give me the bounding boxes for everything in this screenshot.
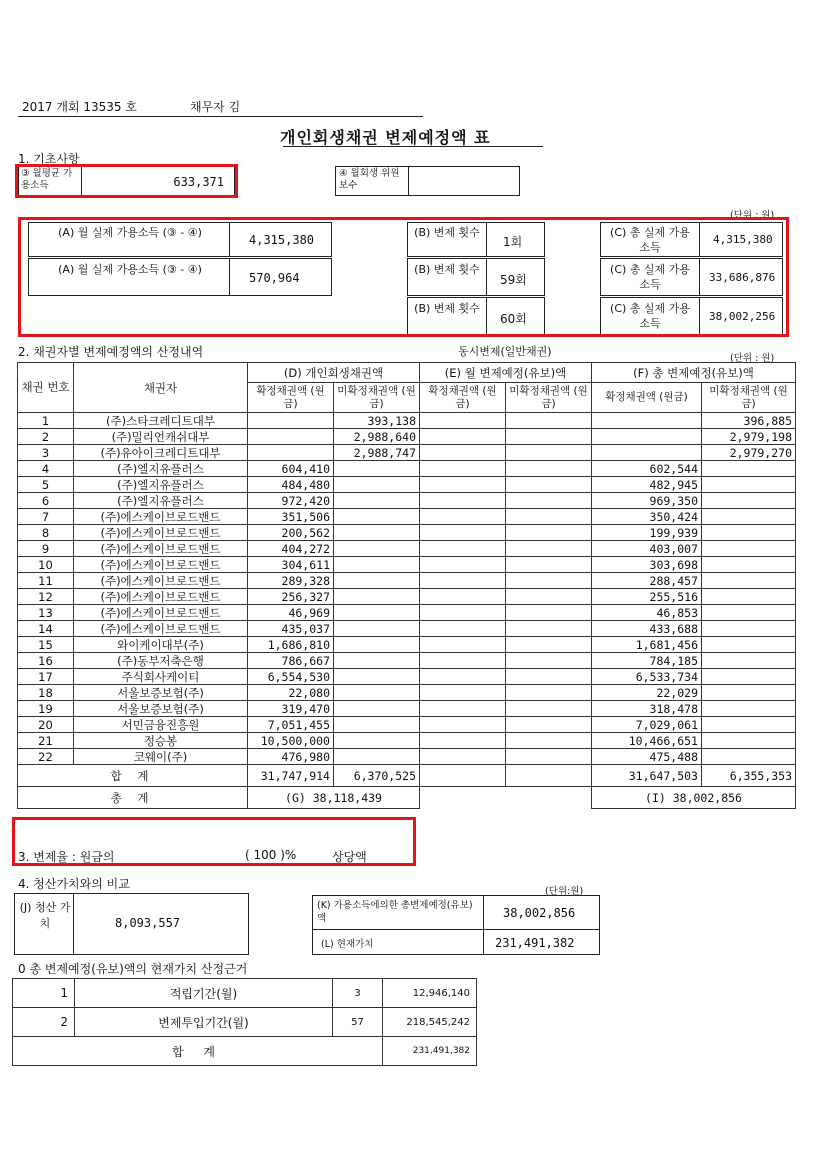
f-unconfirmed <box>702 573 796 589</box>
section2-heading: 2. 채권자별 변제예정액의 산정내역 <box>18 345 204 359</box>
creditor-name: (주)에스케이브로드밴드 <box>74 605 248 621</box>
c-label-2: (C) 총 실제 가용소득 <box>610 263 690 291</box>
l-label: (L) 현재가치 <box>321 939 374 950</box>
row-no: 4 <box>18 461 74 477</box>
creditor-table <box>17 362 796 809</box>
d-confirmed: 435,037 <box>248 621 334 637</box>
f-confirmed: 969,350 <box>592 493 702 509</box>
row-no: 6 <box>18 493 74 509</box>
d-confirmed: 256,327 <box>248 589 334 605</box>
f-unconfirmed <box>702 685 796 701</box>
e-unconfirmed <box>506 429 592 445</box>
creditor-name: 서민금융진흥원 <box>74 717 248 733</box>
e-confirmed <box>420 621 506 637</box>
f-unconfirmed: 396,885 <box>702 413 796 429</box>
c-value-3: 38,002,256 <box>709 310 776 323</box>
e-unconfirmed <box>506 445 592 461</box>
d-unconfirmed <box>334 717 420 733</box>
col-header-e-unconfirmed: 미확정채권액 (원금) <box>506 383 592 413</box>
f-unconfirmed <box>702 493 796 509</box>
e-confirmed <box>420 509 506 525</box>
sum-d2: 6,370,525 <box>334 765 420 787</box>
f-unconfirmed <box>702 477 796 493</box>
d-unconfirmed <box>334 541 420 557</box>
table-row <box>18 749 796 765</box>
e-unconfirmed <box>506 461 592 477</box>
e-unconfirmed <box>506 557 592 573</box>
c-label-1: (C) 총 실제 가용소득 <box>610 226 690 254</box>
f-confirmed: 1,681,456 <box>592 637 702 653</box>
creditor-name: (주)에스케이브로드밴드 <box>74 573 248 589</box>
f-unconfirmed <box>702 749 796 765</box>
d-unconfirmed: 2,988,640 <box>334 429 420 445</box>
d-unconfirmed <box>334 461 420 477</box>
row-no: 14 <box>18 621 74 637</box>
col-header-no: 채권 번호 <box>18 363 74 413</box>
k-label: (K) 가용소득에의한 총변제예정(유보)액 <box>317 900 473 924</box>
highlight-box-2 <box>18 217 789 337</box>
f-confirmed: 602,544 <box>592 461 702 477</box>
d-confirmed: 404,272 <box>248 541 334 557</box>
table-row <box>18 573 796 589</box>
f-unconfirmed: 2,979,198 <box>702 429 796 445</box>
creditor-name: 코웨이(주) <box>74 749 248 765</box>
f-confirmed <box>592 413 702 429</box>
table-row <box>18 589 796 605</box>
e-unconfirmed <box>506 589 592 605</box>
col-header-e-confirmed: 확정채권액 (원금) <box>420 383 506 413</box>
e-unconfirmed <box>506 605 592 621</box>
c-label-3: (C) 총 실제 가용소득 <box>610 302 690 330</box>
e-confirmed <box>420 557 506 573</box>
header-rule <box>18 116 423 117</box>
row-no: 9 <box>18 541 74 557</box>
row-no: 13 <box>18 605 74 621</box>
d-confirmed: 7,051,455 <box>248 717 334 733</box>
table-row <box>18 557 796 573</box>
a-value-2: 570,964 <box>249 271 300 285</box>
b-label-2: (B) 변제 횟수 <box>414 263 480 276</box>
table-row <box>18 509 796 525</box>
table-row <box>18 637 796 653</box>
e-unconfirmed <box>506 701 592 717</box>
creditor-name: (주)에스케이브로드밴드 <box>74 621 248 637</box>
avg-income-label: ③ 월평균 가용소득 <box>21 168 73 191</box>
d-confirmed <box>248 429 334 445</box>
f-unconfirmed <box>702 589 796 605</box>
e-unconfirmed <box>506 477 592 493</box>
d-confirmed: 200,562 <box>248 525 334 541</box>
d-confirmed: 604,410 <box>248 461 334 477</box>
pv-row-1-no: 1 <box>13 979 75 1008</box>
f-confirmed: 403,007 <box>592 541 702 557</box>
d-confirmed: 289,328 <box>248 573 334 589</box>
table-row <box>18 493 796 509</box>
creditor-name: (주)에스케이브로드밴드 <box>74 509 248 525</box>
divider <box>483 896 484 954</box>
f-confirmed: 6,533,734 <box>592 669 702 685</box>
avg-income-value: 633,371 <box>173 175 224 189</box>
table-row <box>18 413 796 429</box>
row-no: 18 <box>18 685 74 701</box>
creditor-name: 와이케이대부(주) <box>74 637 248 653</box>
d-unconfirmed <box>334 733 420 749</box>
e-unconfirmed <box>506 669 592 685</box>
d-confirmed: 972,420 <box>248 493 334 509</box>
table-row <box>18 621 796 637</box>
table-row <box>18 669 796 685</box>
e-confirmed <box>420 669 506 685</box>
d-unconfirmed <box>334 653 420 669</box>
section3-percent: ( 100 )% <box>245 848 297 862</box>
e-confirmed <box>420 605 506 621</box>
d-unconfirmed <box>334 605 420 621</box>
creditor-name: (주)밀리언캐쉬대부 <box>74 429 248 445</box>
f-confirmed: 482,945 <box>592 477 702 493</box>
e-confirmed <box>420 525 506 541</box>
pv-row-2-label: 변제투입기간(월) <box>75 1008 333 1037</box>
case-number: 2017 개회 13535 호 <box>22 100 137 114</box>
f-unconfirmed <box>702 525 796 541</box>
row-no: 15 <box>18 637 74 653</box>
f-confirmed: 475,488 <box>592 749 702 765</box>
d-confirmed: 46,969 <box>248 605 334 621</box>
d-confirmed: 484,480 <box>248 477 334 493</box>
d-unconfirmed <box>334 573 420 589</box>
row-no: 11 <box>18 573 74 589</box>
d-confirmed: 476,980 <box>248 749 334 765</box>
creditor-name: 서울보증보험(주) <box>74 685 248 701</box>
e-unconfirmed <box>506 525 592 541</box>
col-header-d-confirmed: 확정채권액 (원금) <box>248 383 334 413</box>
creditor-name: (주)에스케이브로드밴드 <box>74 525 248 541</box>
sum-e2 <box>506 765 592 787</box>
f-unconfirmed <box>702 541 796 557</box>
section5-heading: 0 총 변제예정(유보)액의 현재가치 산정근거 <box>18 962 248 976</box>
pv-row-1-label: 적립기간(월) <box>75 979 333 1008</box>
e-unconfirmed <box>506 733 592 749</box>
d-unconfirmed <box>334 621 420 637</box>
row-no: 8 <box>18 525 74 541</box>
total-i: (I) 38,002,856 <box>592 787 796 809</box>
e-confirmed <box>420 653 506 669</box>
row-no: 5 <box>18 477 74 493</box>
e-unconfirmed <box>506 413 592 429</box>
section4-heading: 4. 청산가치와의 비교 <box>18 877 130 891</box>
e-confirmed <box>420 685 506 701</box>
f-confirmed: 7,029,061 <box>592 717 702 733</box>
comparison-box <box>312 895 600 955</box>
unit-label-3: (단위:원) <box>545 886 584 897</box>
pv-row-2-n: 57 <box>333 1008 383 1037</box>
divider <box>408 167 409 195</box>
b-value-3: 60회 <box>500 312 527 326</box>
f-confirmed: 22,029 <box>592 685 702 701</box>
creditor-name: (주)엘지유플러스 <box>74 477 248 493</box>
f-confirmed: 199,939 <box>592 525 702 541</box>
b-value-2: 59회 <box>500 273 527 287</box>
e-confirmed <box>420 717 506 733</box>
l-value: 231,491,382 <box>495 936 575 950</box>
e-confirmed <box>420 573 506 589</box>
f-confirmed: 255,516 <box>592 589 702 605</box>
d-unconfirmed <box>334 749 420 765</box>
f-confirmed: 784,185 <box>592 653 702 669</box>
f-unconfirmed <box>702 717 796 733</box>
row-no: 16 <box>18 653 74 669</box>
a-label-2: (A) 월 실제 가용소득 (③ - ④) <box>58 263 202 276</box>
c-value-1: 4,315,380 <box>713 233 773 246</box>
d-confirmed <box>248 413 334 429</box>
d-unconfirmed: 393,138 <box>334 413 420 429</box>
title-underline <box>283 146 543 147</box>
section3-tail: 상당액 <box>332 850 367 864</box>
col-header-d: (D) 개인회생채권액 <box>248 363 420 383</box>
col-header-f-confirmed: 확정채권액 (원금) <box>592 383 702 413</box>
f-unconfirmed <box>702 509 796 525</box>
table-row <box>18 685 796 701</box>
table-row <box>18 477 796 493</box>
d-unconfirmed <box>334 509 420 525</box>
d-confirmed: 351,506 <box>248 509 334 525</box>
f-confirmed: 46,853 <box>592 605 702 621</box>
divider <box>313 929 599 930</box>
f-unconfirmed <box>702 653 796 669</box>
section1-heading: 1. 기초사항 <box>18 152 80 166</box>
f-unconfirmed <box>702 605 796 621</box>
e-confirmed <box>420 637 506 653</box>
pv-row-2-no: 2 <box>13 1008 75 1037</box>
d-confirmed: 6,554,530 <box>248 669 334 685</box>
f-unconfirmed <box>702 621 796 637</box>
sum-e1 <box>420 765 506 787</box>
section3-text: 3. 변제율 : 원금의 <box>18 850 115 864</box>
pv-row-1-n: 3 <box>333 979 383 1008</box>
table-row <box>18 461 796 477</box>
col-header-e: (E) 월 변제예정(유보)액 <box>420 363 592 383</box>
d-unconfirmed <box>334 557 420 573</box>
f-unconfirmed <box>702 733 796 749</box>
pv-sum-label: 합 계 <box>13 1037 383 1066</box>
row-no: 10 <box>18 557 74 573</box>
f-confirmed: 350,424 <box>592 509 702 525</box>
unit-label-2: (단위 : 원) <box>730 353 775 364</box>
liquidation-label: (J) 청산 가치 <box>19 901 71 930</box>
total-gap <box>420 787 592 809</box>
sum-f1: 31,647,503 <box>592 765 702 787</box>
pv-row-1-value: 12,946,140 <box>383 979 477 1008</box>
e-confirmed <box>420 477 506 493</box>
col-header-creditor: 채권자 <box>74 363 248 413</box>
f-confirmed: 288,457 <box>592 573 702 589</box>
f-unconfirmed <box>702 669 796 685</box>
table-row <box>18 445 796 461</box>
d-confirmed: 1,686,810 <box>248 637 334 653</box>
e-unconfirmed <box>506 749 592 765</box>
e-unconfirmed <box>506 621 592 637</box>
highlight-box-1 <box>15 164 238 198</box>
d-confirmed: 786,667 <box>248 653 334 669</box>
creditor-name: 주식회사케이티 <box>74 669 248 685</box>
total-label: 총 계 <box>18 787 248 809</box>
pv-sum-value: 231,491,382 <box>383 1037 477 1066</box>
liquidation-box <box>14 893 249 955</box>
row-no: 2 <box>18 429 74 445</box>
debtor-label: 채무자 김 <box>190 100 241 114</box>
page-title: 개인회생채권 변제예정액 표 <box>280 128 491 147</box>
row-no: 1 <box>18 413 74 429</box>
section2-subheading: 동시변제(일반채권) <box>458 345 552 358</box>
liquidation-value: 8,093,557 <box>115 916 181 930</box>
b-value-1: 1회 <box>503 235 523 249</box>
creditor-name: 서울보증보험(주) <box>74 701 248 717</box>
f-confirmed: 10,466,651 <box>592 733 702 749</box>
d-confirmed <box>248 445 334 461</box>
table-row <box>18 429 796 445</box>
col-header-f: (F) 총 변제예정(유보)액 <box>592 363 796 383</box>
pv-row-2-value: 218,545,242 <box>383 1008 477 1037</box>
f-unconfirmed <box>702 637 796 653</box>
table-row <box>18 717 796 733</box>
e-confirmed <box>420 541 506 557</box>
d-unconfirmed <box>334 477 420 493</box>
f-confirmed: 318,478 <box>592 701 702 717</box>
f-confirmed <box>592 445 702 461</box>
creditor-name: (주)스타크레디트대부 <box>74 413 248 429</box>
e-confirmed <box>420 749 506 765</box>
e-confirmed <box>420 445 506 461</box>
table-row <box>18 733 796 749</box>
row-no: 12 <box>18 589 74 605</box>
creditor-name: (주)엘지유플러스 <box>74 493 248 509</box>
c-value-2: 33,686,876 <box>709 271 776 284</box>
divider <box>73 894 74 954</box>
creditor-name: (주)동부저축은행 <box>74 653 248 669</box>
e-unconfirmed <box>506 509 592 525</box>
row-no: 3 <box>18 445 74 461</box>
d-unconfirmed <box>334 669 420 685</box>
e-confirmed <box>420 461 506 477</box>
e-confirmed <box>420 733 506 749</box>
table-row <box>18 525 796 541</box>
e-unconfirmed <box>506 653 592 669</box>
d-confirmed: 22,080 <box>248 685 334 701</box>
row-no: 20 <box>18 717 74 733</box>
f-confirmed <box>592 429 702 445</box>
e-unconfirmed <box>506 717 592 733</box>
highlight-box-3 <box>12 817 416 866</box>
creditor-name: (주)유아이크레디트대부 <box>74 445 248 461</box>
f-unconfirmed <box>702 557 796 573</box>
e-confirmed <box>420 701 506 717</box>
e-unconfirmed <box>506 637 592 653</box>
total-g: (G) 38,118,439 <box>248 787 420 809</box>
table-row <box>18 541 796 557</box>
d-unconfirmed <box>334 637 420 653</box>
d-unconfirmed <box>334 525 420 541</box>
a-label-1: (A) 월 실제 가용소득 (③ - ④) <box>58 226 202 239</box>
sum-label: 합 계 <box>18 765 248 787</box>
d-confirmed: 304,611 <box>248 557 334 573</box>
k-value: 38,002,856 <box>503 906 576 920</box>
a-value-1: 4,315,380 <box>249 233 315 247</box>
creditor-name: (주)에스케이브로드밴드 <box>74 557 248 573</box>
creditor-name: (주)엘지유플러스 <box>74 461 248 477</box>
e-confirmed <box>420 413 506 429</box>
e-confirmed <box>420 589 506 605</box>
row-no: 19 <box>18 701 74 717</box>
b-label-3: (B) 변제 횟수 <box>414 302 480 315</box>
row-no: 22 <box>18 749 74 765</box>
f-unconfirmed <box>702 701 796 717</box>
f-confirmed: 433,688 <box>592 621 702 637</box>
row-no: 17 <box>18 669 74 685</box>
e-unconfirmed <box>506 541 592 557</box>
row-no: 7 <box>18 509 74 525</box>
sum-d1: 31,747,914 <box>248 765 334 787</box>
creditor-name: (주)에스케이브로드밴드 <box>74 541 248 557</box>
table-row <box>18 605 796 621</box>
d-unconfirmed: 2,988,747 <box>334 445 420 461</box>
b-label-1: (B) 변제 횟수 <box>414 226 480 239</box>
col-header-d-unconfirmed: 미확정채권액 (원금) <box>334 383 420 413</box>
f-confirmed: 303,698 <box>592 557 702 573</box>
creditor-name: (주)에스케이브로드밴드 <box>74 589 248 605</box>
unit-label: (단위 : 원) <box>730 210 775 221</box>
f-unconfirmed: 2,979,270 <box>702 445 796 461</box>
d-unconfirmed <box>334 685 420 701</box>
committee-fee-box <box>335 166 520 196</box>
d-confirmed: 319,470 <box>248 701 334 717</box>
present-value-table <box>12 978 477 1066</box>
e-unconfirmed <box>506 493 592 509</box>
table-row <box>18 701 796 717</box>
col-header-f-unconfirmed: 미확정채권액 (원금) <box>702 383 796 413</box>
d-confirmed: 10,500,000 <box>248 733 334 749</box>
d-unconfirmed <box>334 589 420 605</box>
row-no: 21 <box>18 733 74 749</box>
e-unconfirmed <box>506 685 592 701</box>
f-unconfirmed <box>702 461 796 477</box>
table-row <box>18 653 796 669</box>
e-confirmed <box>420 429 506 445</box>
e-unconfirmed <box>506 573 592 589</box>
committee-fee-label: ④ 월회생 위원 보수 <box>339 168 400 191</box>
e-confirmed <box>420 493 506 509</box>
creditor-name: 정승봉 <box>74 733 248 749</box>
d-unconfirmed <box>334 701 420 717</box>
d-unconfirmed <box>334 493 420 509</box>
sum-f2: 6,355,353 <box>702 765 796 787</box>
